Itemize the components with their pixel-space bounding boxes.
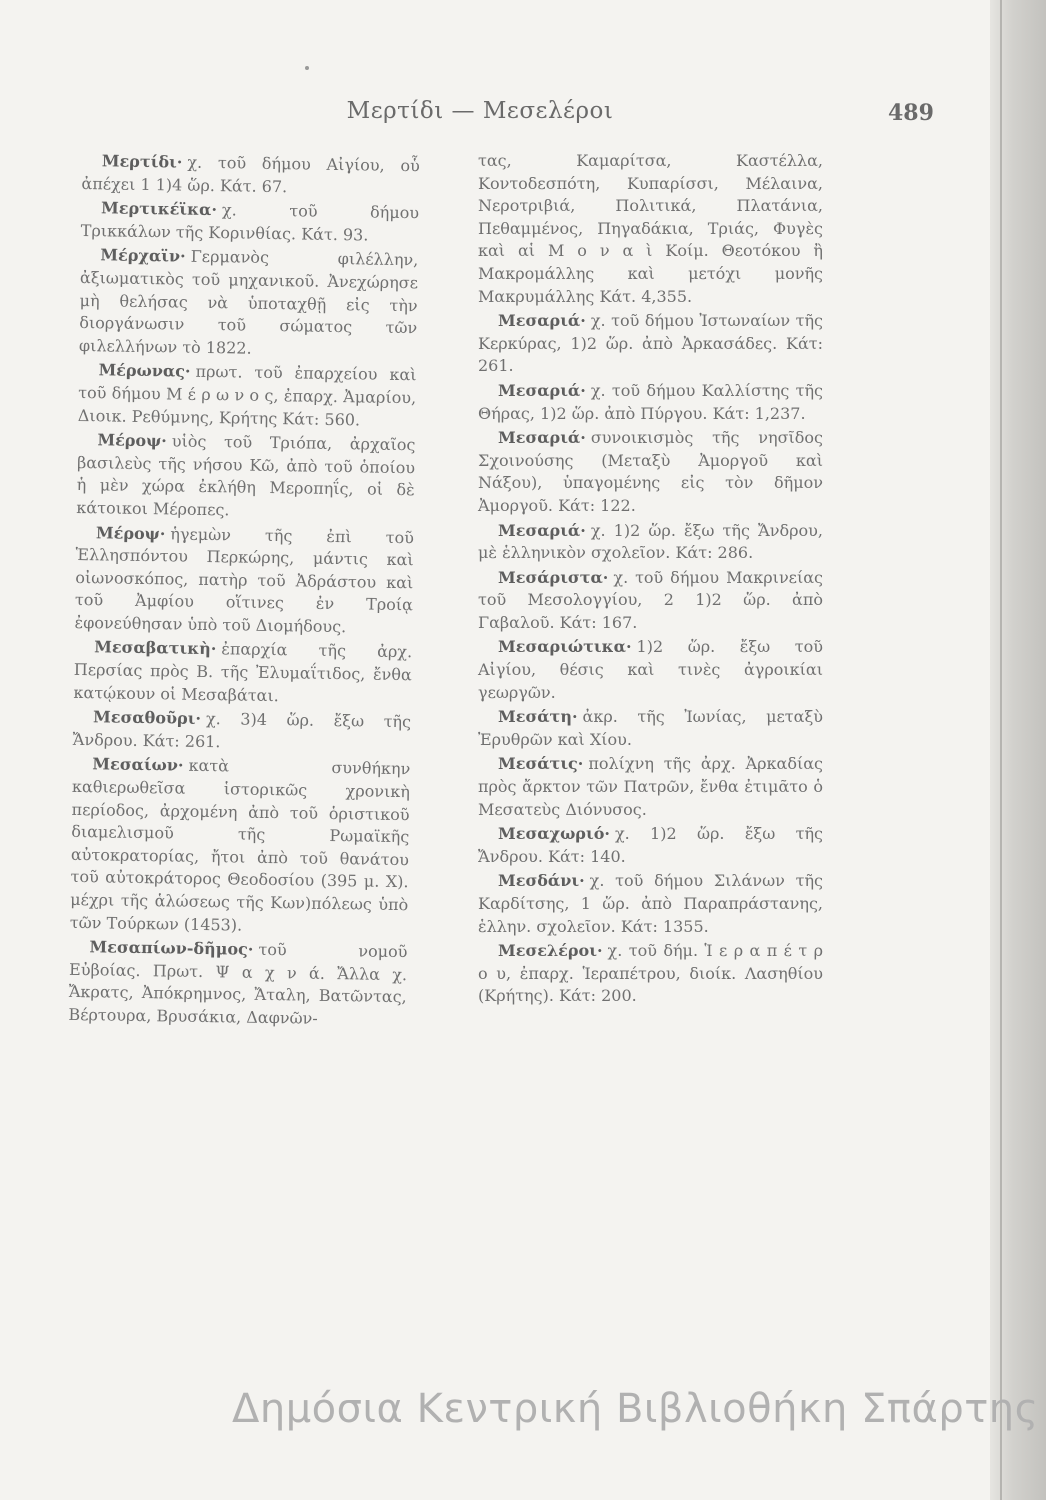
entry-text: κατὰ συνθήκην καθιερωθεῖσα ἱστορικῶς χρονικὴ περίοδος, ἀρχομένη ἀπὸ τοῦ ὁριστικοῦ διαμελισμοῦ τῆς Ρωμαϊκῆς αὐτοκρατορίας, ἤτοι ἀπὸ τοῦ θανάτου τοῦ αὐτοκράτορος Θεοδοσίου (395 μ. Χ). μέχρι τῆς ἁλώσεως τῆς Κων)πόλεως ὑπὸ τῶν Τούρκων (1453). [69, 756, 411, 935]
page-edge-shadow [990, 0, 1046, 1500]
dictionary-entry [73, 636, 412, 709]
dictionary-entry [81, 150, 420, 200]
dictionary-entry [478, 823, 823, 868]
entry-text: τας, Καμαρίτσα, Καστέλλα, Κοντοδεσπότη, Κυπαρίσσι, Μέλαινα, Νεροτριβιά, Πολιτικά, Πλατάνια, Πεθαμμένος, Πηγαδάκια, Τριάς, Φυγὲς καὶ αἱ Μ ο ν α ὶ Κοίμ. Θεοτόκου ἢ Μακρομάλλης καὶ μετόχι μονῆς Μακρυμάλλης Κάτ. 4,355. [478, 151, 823, 306]
entry-headword: Μεσαριά· [498, 380, 586, 400]
dictionary-entry [478, 870, 823, 938]
entry-text: χ. 1)2 ὥρ. ἔξω τῆς Ἄνδρου. Κάτ: 140. [478, 824, 823, 866]
entry-headword: Μεσελέροι· [498, 941, 603, 961]
entry-headword: Μέροψ· [97, 430, 167, 451]
dictionary-entry [79, 244, 419, 362]
entry-headword: Μεσαριά· [498, 311, 586, 331]
dictionary-entry [478, 380, 823, 425]
entry-text: συνοικισμὸς τῆς νησῖδος Σχοινούσης (Μεταξὺ Ἀμοργοῦ καὶ Νάξου), ὑπαγομένης εἰς τὸν δῆμον Ἀμοργοῦ. Κάτ: 122. [478, 428, 823, 515]
dust-speck [305, 66, 309, 70]
entry-headword: Μεσάτις· [498, 754, 584, 774]
entry-text: πολίχνη τῆς ἀρχ. Ἀρκαδίας πρὸς ἄρκτον τῶν Πατρῶν, ἔνθα ἐτιμᾶτο ὁ Μεσατεὺς Διόνυσος. [478, 754, 823, 819]
entry-headword: Μεσαίων· [92, 754, 184, 776]
entry-headword: Μεσαπίων-δῆμος· [89, 937, 254, 959]
binding-line [1000, 0, 1002, 1500]
entry-headword: Μεσαθοῦρι· [92, 707, 202, 729]
right-column [478, 150, 823, 1010]
entry-headword: Μεσάριστα· [498, 567, 609, 587]
entry-text: χ. τοῦ δήμου Τρικκάλων τῆς Κορινθίας. Κάτ. 93. [80, 200, 420, 245]
library-watermark: Δημόσια Κεντρική Βιβλιοθήκη Σπάρτης [232, 1386, 1039, 1432]
dictionary-entry [478, 150, 823, 308]
entry-text: τοῦ νομοῦ Εὐβοίας. Πρωτ. Ψ α χ ν ά. Ἄλλα χ. Ἄκρατς, Ἀπόκρημνος, Ἄταλη, Βατῶντας, Βέρτουρα, Βρυσάκια, Δαφνῶν- [68, 940, 408, 1028]
dictionary-entry [78, 359, 417, 432]
entry-headword: Μερτικέϊκα· [100, 198, 218, 220]
entry-text: χ. τοῦ δήμου Μακρινείας τοῦ Μεσολογγίου, 2 1)2 ὥρ. ἀπὸ Γαβαλοῦ. Κάτ: 167. [478, 567, 823, 632]
dictionary-entry [478, 567, 823, 635]
entry-text: υἱὸς τοῦ Τριόπα, ἀρχαῖος βασιλεὺς τῆς νήσου Κῶ, ἀπὸ τοῦ ὁποίου ἡ μὲν χώρα ἐκλήθη Μεροπηΐς, οἱ δὲ κάτοικοι Μέροπες. [76, 431, 416, 520]
entry-headword: Μεσαριώτικα· [498, 637, 632, 657]
entry-text: χ. τοῦ δήμου Αἰγίου, οὗ ἀπέχει 1 1)4 ὥρ. Κάτ. 67. [81, 152, 420, 196]
entry-text: χ. τοῦ δήμ. Ἱ ε ρ α π έ τ ρ ο υ, ἐπαρχ. Ἱεραπέτρου, διοίκ. Λασηθίου (Κρήτης). Κάτ: 200. [478, 941, 823, 1006]
dictionary-entry [478, 427, 823, 517]
dictionary-entry [70, 753, 411, 939]
dictionary-entry [73, 706, 412, 756]
entry-text: χ. 1)2 ὥρ. ἔξω τῆς Ἄνδρου, μὲ ἑλληνικὸν σχολεῖον. Κάτ: 286. [478, 520, 823, 563]
entry-text: ἀκρ. τῆς Ἰωνίας, μεταξὺ Ἐρυθρῶν καὶ Χίου. [478, 707, 823, 749]
entry-text: χ. τοῦ δήμου Καλλίστης τῆς Θήρας, 1)2 ὥρ. ἀπὸ Πύργου. Κάτ: 1,237. [478, 380, 823, 423]
entry-text: 1)2 ὥρ. ἔξω τοῦ Αἰγίου, θέσις καὶ τινὲς ἀγροικίαι γεωργῶν. [478, 637, 823, 702]
entry-headword: Μεσαχωριό· [498, 824, 610, 844]
entry-headword: Μεσαριά· [498, 428, 586, 448]
dictionary-entry [478, 706, 823, 751]
dictionary-entry [81, 197, 420, 247]
dictionary-entry [478, 636, 823, 704]
entry-headword: Μέρχαϊν· [100, 245, 186, 267]
dictionary-entry [74, 521, 414, 639]
entry-headword: Μεσαβατικὴ· [94, 637, 217, 659]
page-header [0, 98, 1046, 138]
entry-text: χ. 3)4 ὥρ. ἔξω τῆς Ἄνδρου. Κάτ: 261. [72, 709, 412, 752]
entry-text: ἡγεμὼν τῆς ἐπὶ τοῦ Ἑλλησπόντου Περκώρης, μάντις καὶ οἰωνοσκόπος, πατὴρ τοῦ Ἀδράστου καὶ τοῦ Ἀμφίου οἵτινες ἐν Τροίᾳ ἐφονεύθησαν ὑπὸ τοῦ Διομήδους. [74, 523, 415, 637]
entry-text: χ. τοῦ δήμου Ἰστωναίων τῆς Κερκύρας, 1)2 ὥρ. ἀπὸ Ἀρκασάδες. Κάτ: 261. [478, 311, 823, 376]
entry-headword: Μέρωνας· [98, 360, 191, 382]
page-number: 489 [888, 100, 934, 126]
dictionary-entry [478, 940, 823, 1008]
dictionary-entry [478, 520, 823, 565]
dictionary-entry [478, 310, 823, 378]
dictionary-entry [478, 753, 823, 821]
entry-headword: Μέροψ· [95, 522, 166, 543]
entry-headword: Μερτίδι· [101, 151, 183, 172]
entry-text: ἐπαρχία τῆς ἀρχ. Περσίας πρὸς Β. τῆς Ἐλυμαΐτιδος, ἔνθα κατῴκουν οἱ Μεσαβάται. [73, 639, 413, 705]
entry-headword: Μεσάτη· [498, 707, 578, 727]
entry-text: χ. τοῦ δήμου Σιλάνων τῆς Καρδίτσης, 1 ὥρ. ἀπὸ Παραπράστανης, ἑλλην. σχολεῖον. Κάτ: 1355. [478, 871, 823, 936]
dictionary-entry [76, 429, 415, 525]
entry-headword: Μεσδάνι· [498, 871, 585, 891]
entry-text: Γερμανὸς φιλέλλην, ἀξιωματικὸς τοῦ μηχανικοῦ. Ἀνεχώρησε μὴ θελήσας νὰ ὑποταχθῇ εἰς τὴν διοργάνωσιν τοῦ σώματος τῶν φιλελλήνων τὸ 1822. [78, 247, 419, 358]
entry-text: πρωτ. τοῦ ἐπαρχείου καὶ τοῦ δήμου Μ έ ρ ω ν ο ς, ἐπαρχ. Ἀμαρίου, Διοικ. Ρεθύμνης, Κρήτης Κάτ: 560. [77, 362, 417, 429]
dictionary-entry [68, 936, 407, 1032]
entry-headword: Μεσαριά· [498, 520, 586, 540]
left-column [68, 150, 420, 1034]
running-head: Μερτίδι — Μεσελέροι [346, 98, 614, 124]
